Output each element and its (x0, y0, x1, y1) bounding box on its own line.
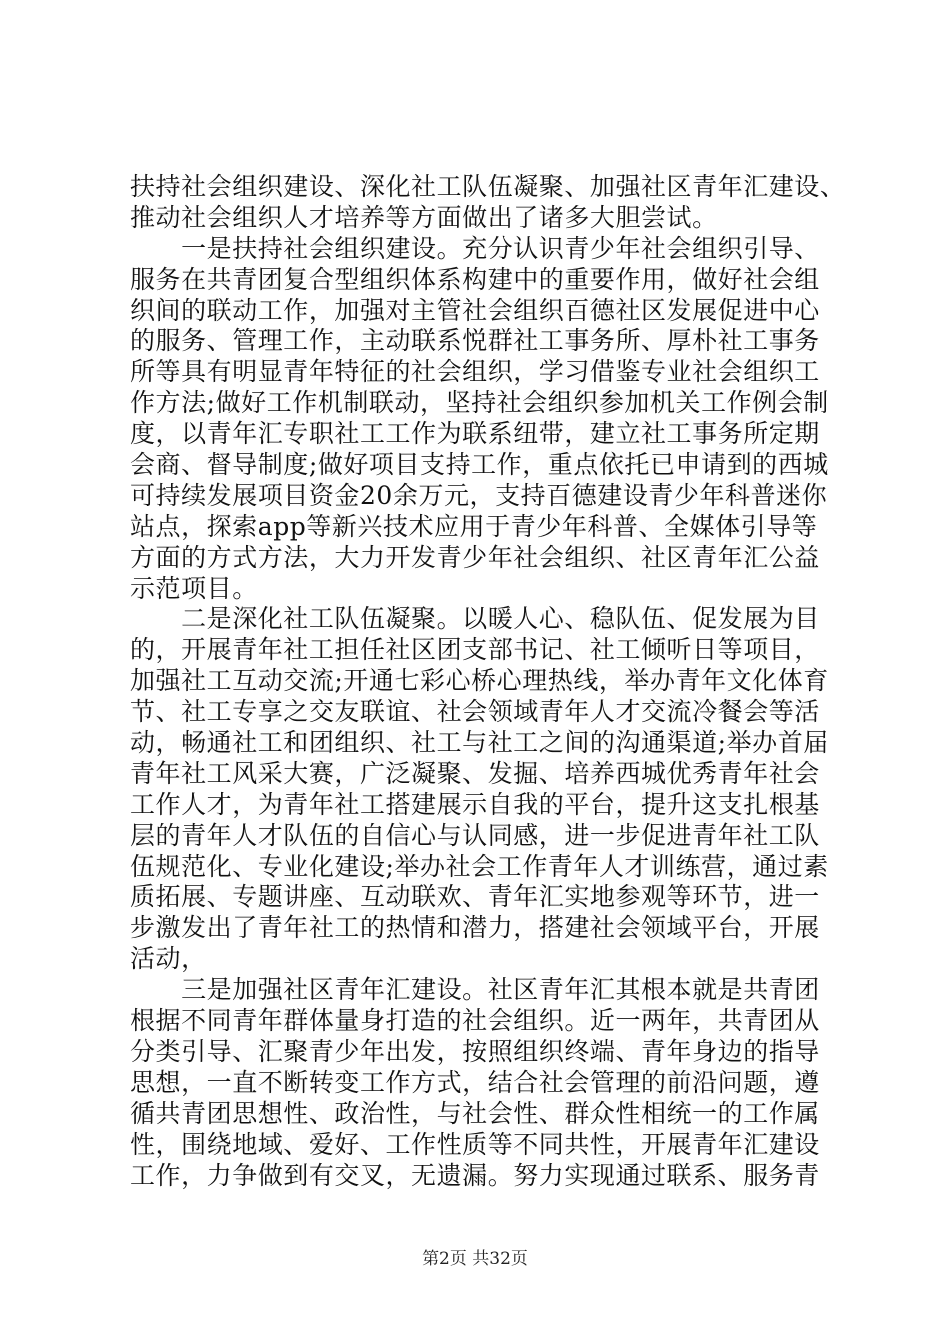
text-line: 站点，探索app等新兴技术应用于青少年科普、全媒体引导等 (130, 511, 818, 541)
text-line: 会商、督导制度;做好项目支持工作，重点依托已申请到的西城 (130, 450, 829, 480)
text-line: 度，以青年汇专职社工工作为联系纽带，建立社工事务所定期 (130, 419, 820, 449)
text-line: 的，开展青年社工担任社区团支部书记、社工倾听日等项目， (130, 635, 820, 665)
text-line: 层的青年人才队伍的自信心与认同感，进一步促进青年社工队 (130, 820, 820, 850)
text-line: 所等具有明显青年特征的社会组织，学习借鉴专业社会组织工 (130, 357, 820, 387)
text-line: 质拓展、专题讲座、互动联欢、青年汇实地参观等环节，进一 (130, 882, 820, 912)
text-line: 二是深化社工队伍凝聚。以暖人心、稳队伍、促发展为目 (130, 604, 820, 634)
text-line: 分类引导、汇聚青少年出发，按照组织终端、青年身边的指导 (130, 1036, 820, 1066)
text-line: 活动， (130, 944, 207, 974)
text-line: 服务在共青团复合型组织体系构建中的重要作用，做好社会组 (130, 264, 820, 294)
text-line: 动，畅通社工和团组织、社工与社工之间的沟通渠道;举办首届 (130, 728, 829, 758)
text-line: 扶持社会组织建设、深化社工队伍凝聚、加强社区青年汇建设、 (130, 172, 846, 201)
text-line: 可持续发展项目资金20余万元，支持百德建设青少年科普迷你 (130, 480, 828, 510)
text-line: 推动社会组织人才培养等方面做出了诸多大胆尝试。 (130, 202, 718, 232)
text-line: 节、社工专享之交友联谊、社会领域青年人才交流冷餐会等活 (130, 697, 820, 727)
text-line: 性，围绕地域、爱好、工作性质等不同共性，开展青年汇建设 (130, 1129, 820, 1159)
text-line: 青年社工风采大赛，广泛凝聚、发掘、培养西城优秀青年社会 (130, 758, 820, 788)
text-line: 方面的方式方法，大力开发青少年社会组织、社区青年汇公益 (130, 542, 820, 572)
text-line: 一是扶持社会组织建设。充分认识青少年社会组织引导、 (130, 233, 820, 263)
text-line: 步激发出了青年社工的热情和潜力，搭建社会领域平台，开展 (130, 913, 820, 943)
text-line: 工作，力争做到有交叉，无遗漏。努力实现通过联系、服务青 (130, 1160, 820, 1190)
text-line: 思想，一直不断转变工作方式，结合社会管理的前沿问题，遵 (130, 1067, 820, 1097)
text-line: 示范项目。 (130, 573, 258, 603)
text-line: 织间的联动工作，加强对主管社会组织百德社区发展促进中心 (130, 295, 820, 325)
text-line: 工作人才，为青年社工搭建展示自我的平台，提升这支扎根基 (130, 789, 820, 819)
text-line: 的服务、管理工作，主动联系悦群社工事务所、厚朴社工事务 (130, 326, 820, 356)
text-line: 三是加强社区青年汇建设。社区青年汇其根本就是共青团 (130, 975, 820, 1005)
text-line: 伍规范化、专业化建设;举办社会工作青年人才训练营，通过素 (130, 851, 829, 881)
text-line: 加强社工互动交流;开通七彩心桥心理热线，举办青年文化体育 (130, 666, 829, 696)
text-line: 根据不同青年群体量身打造的社会组织。近一两年，共青团从 (130, 1006, 820, 1036)
text-line: 循共青团思想性、政治性，与社会性、群众性相统一的工作属 (130, 1098, 820, 1128)
page-number-footer: 第2页 共32页 (422, 1249, 528, 1269)
text-line: 作方法;做好工作机制联动，坚持社会组织参加机关工作例会制 (130, 388, 829, 418)
document-body (130, 172, 846, 1191)
